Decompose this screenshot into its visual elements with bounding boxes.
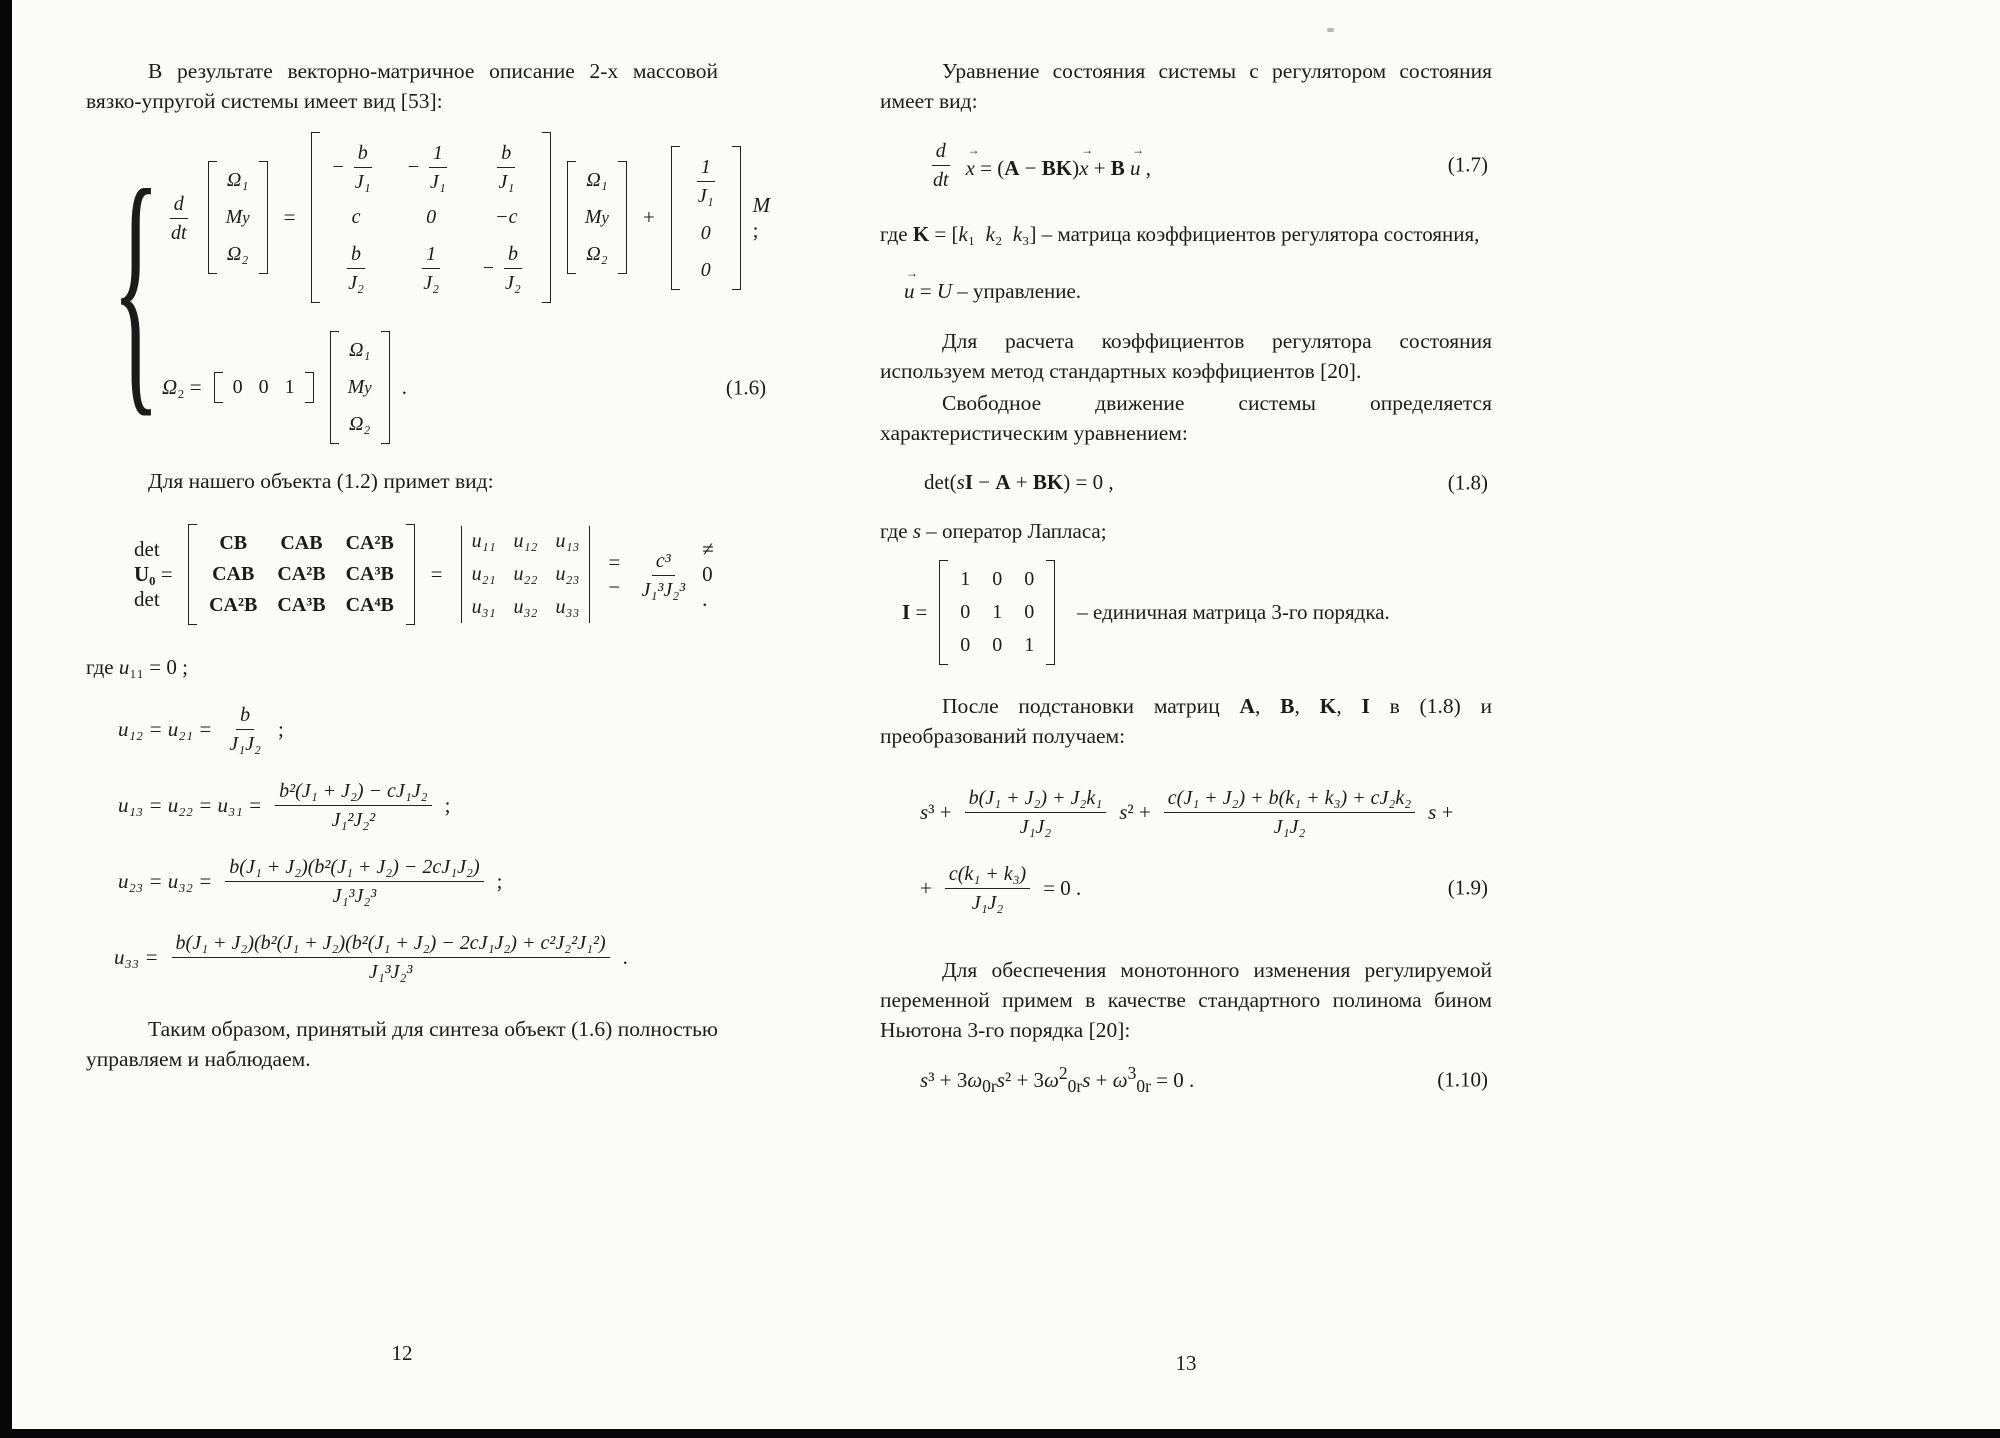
bracket-left bbox=[311, 132, 320, 303]
term: s³ + bbox=[920, 799, 952, 824]
minus-sign: − bbox=[407, 155, 419, 178]
term: s² + bbox=[1119, 799, 1151, 824]
matrix-cell: u₁₃ bbox=[555, 530, 580, 552]
equation-number: (1.7) bbox=[1447, 152, 1488, 177]
fraction-denominator: J₁³J₂³ bbox=[641, 578, 686, 601]
equation-1-6 bbox=[112, 132, 771, 444]
paragraph-state-equation: Уравнение состояния системы с регулятором состояния имеет вид: bbox=[880, 59, 1492, 113]
equation-number: (1.9) bbox=[1447, 875, 1488, 900]
bracket-right bbox=[542, 132, 551, 303]
fraction bbox=[1164, 785, 1415, 839]
matrix-cell: u₁₁ bbox=[471, 530, 496, 552]
equation-1-9-line2 bbox=[920, 861, 1492, 915]
fraction-numerator: b(J₁ + J₂)(b²(J₁ + J₂)(b²(J₁ + J₂) − 2cJ₁J₂) + c²J₂²J₁²) bbox=[172, 930, 610, 958]
state-vector bbox=[208, 161, 268, 274]
matrix-cell: CA⁴B bbox=[345, 594, 394, 616]
paragraph-newton: Для обеспечения монотонного изменения регулируемой переменной примем в качестве стандартного полинома бином Ньютона 3-го порядка [20]: bbox=[880, 958, 1492, 1042]
output-row-vector bbox=[214, 372, 314, 403]
matrix-cell: 0 bbox=[1024, 568, 1035, 590]
fraction-denominator: J₁J₂ bbox=[1019, 816, 1052, 838]
matrix-cell: 0 bbox=[258, 376, 269, 398]
paragraph-conclusion: Таким образом, принятый для синтеза объект (1.6) полностью управляем и наблюдаем. bbox=[86, 1017, 718, 1071]
equation-u23 bbox=[118, 854, 718, 908]
where-s-line: где s – оператор Лапласа; bbox=[880, 519, 1107, 543]
matrix-cell: 1 bbox=[284, 376, 295, 398]
matrix-cell: −c bbox=[495, 206, 518, 228]
matrix-A bbox=[311, 132, 550, 303]
minus-sign: − bbox=[332, 155, 344, 178]
matrix-cell: M y bbox=[225, 206, 250, 228]
matrix-cell: CA²B bbox=[209, 594, 258, 616]
matrix-cell: CA²B bbox=[345, 532, 394, 554]
bracket-right bbox=[305, 372, 314, 403]
term: = 0 . bbox=[1043, 875, 1082, 900]
matrix-cell: 0 bbox=[232, 376, 243, 398]
paragraph-intro: В результате векторно-матричное описание 2-х массовой вязко-упругой системы имеет вид [53]: bbox=[86, 59, 718, 113]
fraction-denominator: dt bbox=[933, 169, 949, 191]
matrix-cell: $\frac{1}{\text{J₂}}$ bbox=[423, 243, 440, 294]
equals-minus-operator: = − bbox=[608, 549, 621, 599]
fraction-numerator: b(J₁ + J₂)(b²(J₁ + J₂) − 2cJ₁J₂) bbox=[225, 854, 483, 882]
page-left bbox=[86, 0, 771, 1438]
term: + bbox=[920, 875, 932, 900]
paragraph-substitution: После подстановки матриц A, B, K, I в (1.8) и преобразований получаем: bbox=[880, 694, 1493, 748]
where-K-line: где K = [k₁ k₂ k₃] – матрица коэффициентов регулятора состояния, bbox=[880, 222, 1480, 246]
fraction-denominator: J₁J₂ bbox=[1273, 816, 1306, 838]
input-vector bbox=[671, 146, 741, 290]
fraction-numerator: c(k₁ + k₃) bbox=[945, 861, 1030, 889]
page-number: 13 bbox=[1175, 1351, 1197, 1375]
period: . bbox=[401, 375, 407, 399]
matrix-cell: Ω₁ bbox=[348, 339, 371, 361]
equation-1-6-line2 bbox=[162, 331, 770, 444]
fraction-numerator: b²(J₁ + J₂) − cJ₁J₂ bbox=[275, 778, 432, 806]
fraction bbox=[965, 785, 1107, 839]
term: s + bbox=[1428, 799, 1454, 824]
bracket-left bbox=[208, 161, 217, 274]
bracket-left bbox=[671, 146, 680, 290]
output-lhs: Ω₂ = bbox=[162, 375, 202, 399]
equation-1-6-line1 bbox=[162, 132, 770, 303]
matrix-cell: Ω₁ bbox=[226, 169, 249, 191]
identity-definition bbox=[902, 560, 1492, 665]
fraction bbox=[275, 778, 432, 832]
minus-sign: − bbox=[482, 256, 495, 279]
determinant-u bbox=[459, 526, 593, 623]
identity-label: – единичная матрица 3-го порядка. bbox=[1077, 600, 1390, 624]
equation-number: (1.6) bbox=[725, 375, 767, 399]
page-right bbox=[880, 0, 1492, 1438]
matrix-cell: 0 bbox=[700, 221, 711, 244]
matrix-cell: CB bbox=[219, 532, 248, 554]
plus-operator: + bbox=[642, 205, 655, 229]
matrix-cell: u₂₁ bbox=[471, 563, 496, 585]
bracket-right bbox=[259, 161, 268, 274]
equation-u33 bbox=[114, 930, 718, 984]
fraction-d-dt bbox=[929, 138, 953, 192]
fraction-denominator: J₁J₂ bbox=[229, 733, 261, 755]
system-brace: { bbox=[112, 134, 160, 440]
where-u-line: → u = U – управление. bbox=[904, 266, 1082, 303]
equation-1-7 bbox=[924, 138, 1492, 192]
bracket-left bbox=[567, 161, 576, 274]
fraction-denominator: J₁J₂ bbox=[971, 892, 1004, 914]
matrix-cell: 0 bbox=[992, 568, 1003, 590]
equation-determinant bbox=[134, 524, 718, 625]
matrix-cell: 0 bbox=[426, 206, 437, 228]
matrix-cell: u₁₂ bbox=[513, 530, 538, 552]
equation-lhs: u₁₃ = u₂₂ = u₃₁ = bbox=[118, 792, 263, 817]
paragraph-method: Для расчета коэффициентов регулятора состояния используем метод стандартных коэффициентов [20]. bbox=[880, 329, 1492, 383]
bracket-right bbox=[406, 524, 415, 625]
torque-term: M ; bbox=[752, 192, 771, 242]
matrix-cell: u₂₃ bbox=[555, 563, 580, 585]
semicolon: ; bbox=[444, 792, 451, 817]
equation-u12 bbox=[118, 702, 718, 756]
bracket-left bbox=[188, 524, 197, 625]
matrix-cell: 0 bbox=[1024, 601, 1035, 623]
fraction bbox=[945, 861, 1030, 915]
fraction-denominator: J₁³J₂³ bbox=[368, 961, 413, 983]
identity-matrix bbox=[939, 560, 1055, 665]
fraction-d-dt bbox=[167, 191, 191, 245]
matrix-cell: 1 bbox=[960, 568, 971, 590]
equation-number: (1.8) bbox=[1447, 470, 1488, 494]
fraction-numerator: b bbox=[236, 702, 254, 730]
fraction-numerator: c³ bbox=[652, 548, 675, 576]
equals-operator: = bbox=[430, 562, 443, 586]
matrix-cell: 1 bbox=[1024, 634, 1035, 656]
equation-1-9 bbox=[920, 785, 1492, 915]
matrix-cell: CA²B bbox=[277, 563, 326, 585]
fraction-denominator: J₁²J₂² bbox=[331, 809, 376, 831]
bracket-left bbox=[939, 560, 948, 665]
matrix-cell: − $\frac{b}{\text{J₂}}$ bbox=[482, 243, 521, 294]
controllability-matrix bbox=[188, 524, 415, 625]
matrix-cell: 0 bbox=[960, 634, 971, 656]
equation-body: det(sI − A + BK) = 0 , bbox=[924, 470, 1114, 494]
equation-lhs: u₃₃ = bbox=[114, 944, 159, 969]
paragraph-free-motion: Свободное движение системы определяется характеристическим уравнением: bbox=[880, 391, 1492, 445]
bracket-right bbox=[381, 331, 390, 444]
equation-body: → x = (A − BK) → x + B → u , bbox=[965, 142, 1152, 180]
fraction-numerator: b(J₁ + J₂) + J₂k₁ bbox=[965, 785, 1107, 813]
equation-u13 bbox=[118, 778, 718, 832]
matrix-cell: − $\frac{b}{\text{J₁}}$ bbox=[332, 142, 371, 193]
semicolon: ; bbox=[496, 868, 503, 893]
equation-1-9-line1 bbox=[920, 785, 1492, 839]
nonzero-tail: ≠ 0 . bbox=[702, 537, 714, 611]
matrix-cell: M y bbox=[347, 376, 372, 398]
fraction-denominator: dt bbox=[171, 221, 187, 244]
bracket-left bbox=[214, 372, 223, 403]
state-vector bbox=[567, 161, 627, 274]
matrix-cell: u₃₁ bbox=[471, 596, 496, 618]
equation-number: (1.10) bbox=[1437, 1067, 1488, 1092]
identity-lhs: I = bbox=[902, 600, 928, 624]
matrix-cell: M y bbox=[584, 206, 609, 228]
equation-lhs: u₂₃ = u₃₂ = bbox=[118, 868, 213, 893]
equals-operator: = bbox=[283, 205, 296, 229]
fraction-numerator: d bbox=[932, 138, 950, 166]
semicolon: ; bbox=[277, 716, 284, 741]
equation-lhs: u₁₂ = u₂₁ = bbox=[118, 716, 213, 741]
equation-stack bbox=[162, 132, 770, 444]
paragraph-object: Для нашего объекта (1.2) примет вид: bbox=[148, 469, 494, 493]
matrix-cell: Ω₂ bbox=[348, 413, 371, 435]
fraction-denominator: J₁³J₂³ bbox=[332, 885, 377, 907]
scan-edge-left bbox=[0, 0, 12, 1438]
matrix-cell: c bbox=[351, 206, 361, 228]
matrix-cell: CAB bbox=[212, 563, 255, 585]
fraction-numerator: c(J₁ + J₂) + b(k₁ + k₃) + cJ₂k₂ bbox=[1164, 785, 1415, 813]
matrix-cell: u₃₂ bbox=[513, 596, 538, 618]
determinant-bar bbox=[461, 526, 462, 623]
bracket-left bbox=[330, 331, 339, 444]
fraction-numerator: d bbox=[170, 191, 188, 219]
matrix-cell: $\frac{b}{\text{J₂}}$ bbox=[348, 243, 364, 294]
matrix-cell: 1 bbox=[992, 601, 1003, 623]
equation-1-8 bbox=[924, 470, 1492, 495]
matrix-cell: 0 bbox=[700, 258, 711, 281]
det-lhs: det U₀ = det bbox=[134, 537, 173, 611]
fraction bbox=[225, 702, 265, 756]
page-number: 12 bbox=[391, 1341, 413, 1365]
matrix-cell: 0 bbox=[992, 634, 1003, 656]
matrix-cell: $\frac{1}{\text{J₁}}$ bbox=[697, 155, 714, 207]
determinant-bar bbox=[589, 526, 590, 623]
matrix-cell: u₃₃ bbox=[555, 596, 580, 618]
fraction bbox=[638, 548, 690, 602]
matrix-cell: Ω₁ bbox=[586, 169, 608, 191]
matrix-cell: u₂₂ bbox=[513, 563, 538, 585]
matrix-cell: 0 bbox=[960, 601, 971, 623]
state-vector bbox=[330, 331, 390, 444]
matrix-cell: CAB bbox=[280, 532, 323, 554]
fraction bbox=[225, 854, 483, 908]
matrix-cell: CA³B bbox=[277, 594, 326, 616]
where-u11: где u₁₁ = 0 ; bbox=[86, 655, 188, 679]
matrix-cell: CA³B bbox=[345, 563, 394, 585]
matrix-cell: Ω₂ bbox=[226, 243, 249, 265]
matrix-cell: − $\frac{1}{\text{J₁}}$ bbox=[407, 142, 446, 193]
fraction bbox=[172, 930, 610, 984]
equation-1-10 bbox=[920, 1063, 1492, 1097]
matrix-cell: $\frac{b}{\text{J₁}}$ bbox=[498, 142, 515, 193]
equation-body: $s^3 + 3\omega_{0r}s^2 + 3\omega^2_{0r}s + \omega^3_{0r} = 0$ . bbox=[920, 1063, 1195, 1097]
bracket-right bbox=[1046, 560, 1055, 665]
period: . bbox=[622, 944, 628, 969]
bracket-right bbox=[618, 161, 627, 274]
matrix-cell: Ω₂ bbox=[586, 243, 608, 265]
bracket-right bbox=[732, 146, 741, 290]
